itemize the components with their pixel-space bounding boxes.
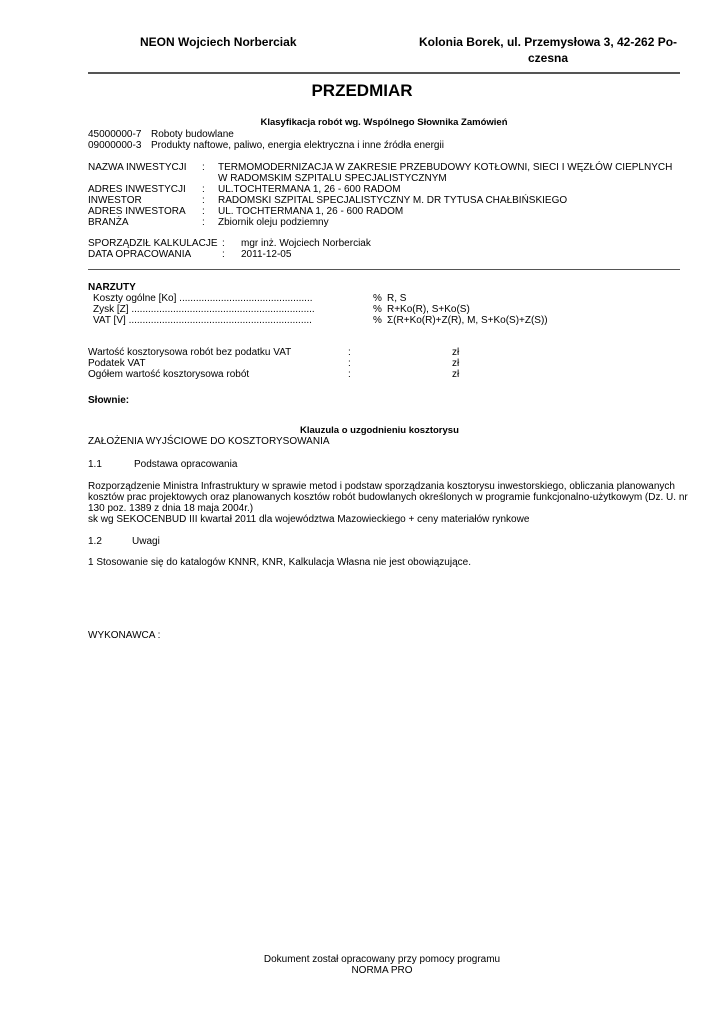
rozporzadzenie-line: 130 poz. 1389 z dnia 18 maja 2004r.) — [88, 503, 254, 514]
value-label: Wartość kosztorysowa robót bez podatku VAT — [88, 347, 292, 358]
investment-label: ADRES INWESTYCJI — [88, 184, 186, 195]
value-label: Ogółem wartość kosztorysowa robót — [88, 369, 250, 380]
date-value: 2011-12-05 — [241, 249, 292, 260]
footer-line2: NORMA PRO — [351, 965, 413, 976]
investment-value: W RADOMSKIM SZPITALU SPECJALISTYCZNYM — [218, 173, 447, 184]
rozporzadzenie-line: sk wg SEKOCENBUD III kwartał 2011 dla województwa Mazowieckiego + ceny materiałów rynkowe — [88, 514, 530, 525]
prepared-by-label: SPORZĄDZIŁ KALKULACJE — [88, 238, 218, 249]
zalozenia-heading: ZAŁOŻENIA WYJŚCIOWE DO KOSZTORYSOWANIA — [88, 436, 330, 447]
investment-value: UL.TOCHTERMANA 1, 26 - 600 RADOM — [218, 184, 401, 195]
classification-code: 09000000-3 — [88, 140, 142, 151]
value-unit: zł — [452, 369, 460, 380]
investment-value: UL. TOCHTERMANA 1, 26 - 600 RADOM — [218, 206, 404, 217]
section-divider — [88, 269, 680, 270]
narzuty-heading: NARZUTY — [88, 282, 136, 293]
date-label: DATA OPRACOWANIA — [88, 249, 192, 260]
classification-desc: Produkty naftowe, paliwo, energia elektryczna i inne źródła energii — [151, 140, 444, 151]
company-address-line1: Kolonia Borek, ul. Przemysłowa 3, 42-262 Po- — [418, 35, 678, 49]
classification-code: 45000000-7 — [88, 129, 142, 140]
prepared-by-sep: : — [222, 238, 225, 249]
value-unit: zł — [452, 347, 460, 358]
slownie-label: Słownie: — [88, 395, 130, 406]
rozporzadzenie-line: kosztów prac projektowych oraz planowanych kosztów robót budowlanych określonych w programie funkcjonalno-użytkowym (Dz. U. nr — [88, 492, 688, 503]
narzuty-percent: % — [373, 315, 382, 326]
narzuty-percent: % — [373, 304, 382, 315]
uwaga-item: 1 Stosowanie się do katalogów KNNR, KNR, Kalkulacja Własna nie jest obowiązujące. — [88, 557, 471, 568]
narzuty-formula: R, S — [387, 293, 407, 304]
section-1-2-title: Uwagi — [132, 536, 160, 547]
section-1-1-title: Podstawa opracowania — [134, 459, 238, 470]
section-1-1-number: 1.1 — [88, 459, 102, 470]
wykonawca-label: WYKONAWCA : — [88, 630, 161, 641]
investment-sep: : — [202, 195, 205, 206]
prepared-by-value: mgr inż. Wojciech Norberciak — [241, 238, 371, 249]
investment-value: RADOMSKI SZPITAL SPECJALISTYCZNY M. DR TYTUSA CHAŁBIŃSKIEGO — [218, 195, 568, 206]
footer-line1: Dokument został opracowany przy pomocy programu — [263, 954, 501, 965]
narzuty-label: VAT [V] .................................................................. — [93, 315, 312, 326]
value-sep: : — [348, 347, 351, 358]
narzuty-percent: % — [373, 293, 382, 304]
narzuty-label: Koszty ogólne [Ko] ................................................ — [93, 293, 313, 304]
rozporzadzenie-line: Rozporządzenie Ministra Infrastruktury w sprawie metod i podstaw sporządzania kosztorysu inwestorskiego, obliczania planowanych — [88, 481, 675, 492]
investment-label: BRANŻA — [88, 217, 129, 228]
date-sep: : — [222, 249, 225, 260]
investment-label: ADRES INWESTORA — [88, 206, 186, 217]
klauzula-heading: Klauzula o uzgodnieniu kosztorysu — [300, 425, 459, 436]
header-divider — [88, 72, 680, 74]
narzuty-label: Zysk [Z] .................................................................. — [93, 304, 315, 315]
company-address-line2: czesna — [527, 51, 569, 65]
value-unit: zł — [452, 358, 460, 369]
classification-desc: Roboty budowlane — [151, 129, 234, 140]
page-title: PRZEDMIAR — [311, 81, 413, 100]
investment-sep: : — [202, 162, 205, 173]
investment-label: INWESTOR — [88, 195, 142, 206]
classification-heading: Klasyfikacja robót wg. Wspólnego Słownika Zamówień — [260, 117, 508, 128]
investment-sep: : — [202, 206, 205, 217]
value-label: Podatek VAT — [88, 358, 146, 369]
investment-value: TERMOMODERNIZACJA W ZAKRESIE PRZEBUDOWY KOTŁOWNI, SIECI I WĘZŁÓW CIEPLNYCH — [218, 162, 673, 173]
narzuty-formula: Σ(R+Ko(R)+Z(R), M, S+Ko(S)+Z(S)) — [387, 315, 548, 326]
section-1-2-number: 1.2 — [88, 536, 102, 547]
investment-value: Zbiornik oleju podziemny — [218, 217, 329, 228]
investment-sep: : — [202, 217, 205, 228]
narzuty-formula: R+Ko(R), S+Ko(S) — [387, 304, 470, 315]
investment-sep: : — [202, 184, 205, 195]
company-name: NEON Wojciech Norberciak — [140, 35, 297, 49]
value-sep: : — [348, 369, 351, 380]
value-sep: : — [348, 358, 351, 369]
investment-label: NAZWA INWESTYCJI — [88, 162, 187, 173]
